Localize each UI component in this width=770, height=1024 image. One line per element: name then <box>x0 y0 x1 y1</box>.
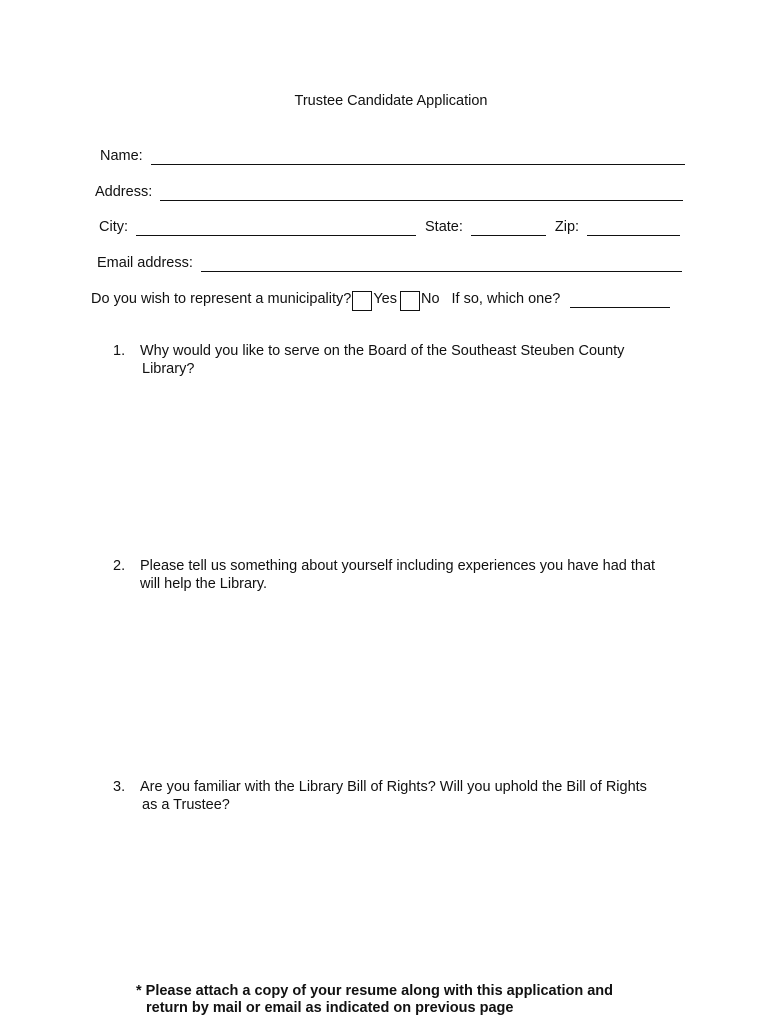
zip-label: Zip: <box>554 219 580 235</box>
question-3-text <box>140 778 693 814</box>
question-1-answer-area[interactable] <box>113 385 693 550</box>
state-label: State: <box>425 219 463 235</box>
question-2-line-1: Please tell us something about yourself including experiences you have had that <box>140 558 656 574</box>
question-1-line-1: Why would you like to serve on the Board of the Southeast Steuben County <box>140 343 625 359</box>
footnote-line-1: * Please attach a copy of your resume along with this application and <box>136 983 613 999</box>
question-3-answer-area[interactable] <box>113 822 693 972</box>
question-1 <box>113 342 693 378</box>
question-3-line-2: as a Trustee? <box>142 797 230 813</box>
municipality-question: Do you wish to represent a municipality? <box>91 291 352 307</box>
address-row <box>95 181 683 201</box>
which-municipality-label: If so, which one? <box>451 291 561 307</box>
no-checkbox[interactable] <box>400 291 420 311</box>
question-2-line-2: will help the Library. <box>140 576 268 592</box>
zip-field[interactable] <box>587 219 680 236</box>
question-1-line-2: Library? <box>142 361 195 377</box>
name-row <box>100 145 685 165</box>
which-municipality-field[interactable] <box>570 291 670 308</box>
question-2-answer-area[interactable] <box>113 600 693 770</box>
email-label: Email address: <box>97 255 193 271</box>
question-1-number: 1. <box>113 343 126 359</box>
question-2-number: 2. <box>113 558 126 574</box>
question-3-number: 3. <box>113 779 126 795</box>
name-field[interactable] <box>151 148 685 165</box>
email-field[interactable] <box>201 255 682 272</box>
state-field[interactable] <box>471 219 546 236</box>
email-row <box>97 252 682 272</box>
municipality-row <box>91 288 670 308</box>
address-label: Address: <box>95 184 153 200</box>
question-2-text <box>140 557 693 593</box>
city-label: City: <box>99 219 128 235</box>
address-field[interactable] <box>160 184 683 201</box>
no-label: No <box>420 291 440 307</box>
question-3-line-1: Are you familiar with the Library Bill of Rights? Will you uphold the Bill of Rights <box>140 779 647 795</box>
resume-footnote <box>136 983 696 1017</box>
question-2 <box>113 557 693 593</box>
question-3 <box>113 778 693 814</box>
city-state-zip-row <box>99 216 680 236</box>
yes-checkbox[interactable] <box>352 291 372 311</box>
name-label: Name: <box>100 148 143 164</box>
footnote-line-2: return by mail or email as indicated on previous page <box>146 1000 514 1016</box>
city-field[interactable] <box>136 219 416 236</box>
question-1-text <box>140 342 693 378</box>
yes-label: Yes <box>373 291 397 307</box>
page-title: Trustee Candidate Application <box>294 93 488 109</box>
